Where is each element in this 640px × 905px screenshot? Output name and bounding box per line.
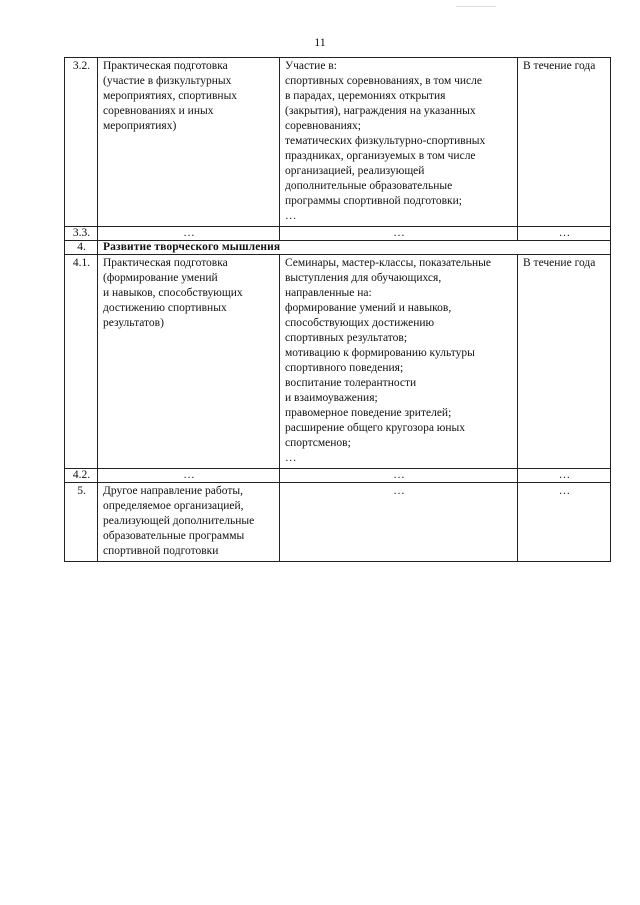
activity-name: Другое направление работы, определяемое организацией, реализующей дополнительные образовательные программы спортивной подготовки	[98, 483, 280, 562]
scan-artifact	[456, 6, 496, 7]
activity-content: Участие в: спортивных соревнованиях, в том числе в парадах, церемониях открытия (закрытия), награждения на указанных соревнованиях; тематических физкультурно-спортивных праздниках, организуемых в том числе организацией, реализующей дополнительные образовательные программы спортивной подготовки; …	[280, 58, 518, 227]
row-number: 5.	[65, 483, 98, 562]
activity-name: Практическая подготовка (участие в физкультурных мероприятиях, спортивных соревнованиях и иных мероприятиях)	[98, 58, 280, 227]
page-number: 11	[314, 35, 326, 49]
table-row	[65, 227, 611, 241]
table-row	[65, 483, 611, 562]
activity-content: Семинары, мастер-классы, показательные выступления для обучающихся, направленные на: формирование умений и навыков, способствующих достижению спортивных результатов; мотивацию к формированию культуры спортивного поведения; воспитание толерантности и взаимоуважения; правомерное поведение зрителей; расширение общего кругозора юных спортсменов; …	[280, 255, 518, 469]
row-number: 3.2.	[65, 58, 98, 227]
activity-content: …	[280, 483, 518, 562]
activity-name: Практическая подготовка (формирование умений и навыков, способствующих достижению спортивных результатов)	[98, 255, 280, 469]
row-number: 3.3.	[65, 227, 98, 241]
section-title: Развитие творческого мышления	[98, 241, 611, 255]
activity-timing: В течение года	[518, 58, 611, 227]
activity-timing: …	[518, 469, 611, 483]
activity-name: …	[98, 227, 280, 241]
activity-timing: …	[518, 483, 611, 562]
table-row	[65, 469, 611, 483]
section-row	[65, 241, 611, 255]
row-number: 4.2.	[65, 469, 98, 483]
plan-table	[64, 57, 611, 562]
row-number: 4.1.	[65, 255, 98, 469]
activity-content: …	[280, 469, 518, 483]
activity-timing: В течение года	[518, 255, 611, 469]
table-row	[65, 58, 611, 227]
activity-content: …	[280, 227, 518, 241]
activity-name: …	[98, 469, 280, 483]
row-number: 4.	[65, 241, 98, 255]
table-row	[65, 255, 611, 469]
activity-timing: …	[518, 227, 611, 241]
